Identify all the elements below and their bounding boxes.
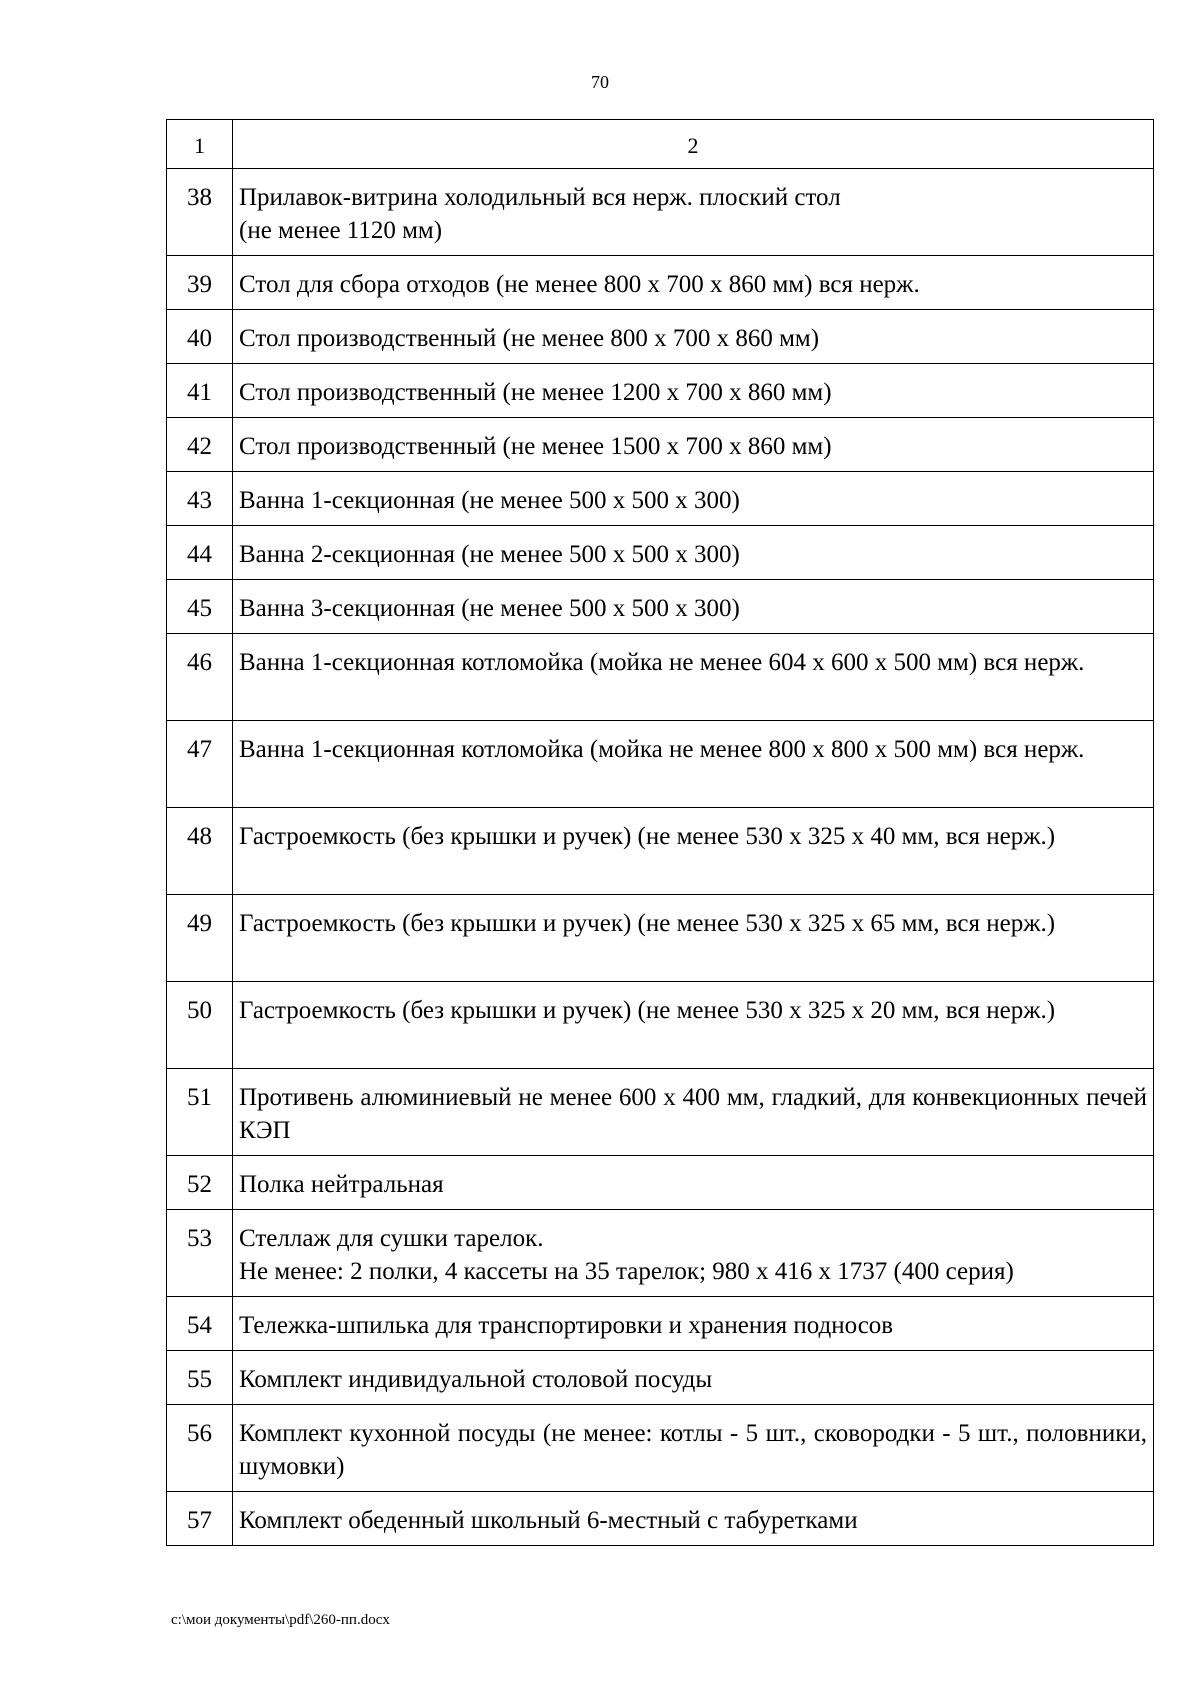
- row-description: [233, 808, 1154, 895]
- row-description-text: Гастроемкость (без крышки и ручек) (не менее 530 х 325 х 65 мм, вся нерж.): [239, 910, 1056, 937]
- row-number: 53: [167, 1210, 233, 1297]
- row-description: [233, 634, 1154, 721]
- equipment-table: [166, 119, 1154, 1546]
- row-number: 40: [167, 310, 233, 364]
- table-row: [167, 1069, 1154, 1156]
- row-description-text: Противень алюминиевый не менее 600 х 400 мм, гладкий, для конвекционных печей КЭП: [239, 1084, 1147, 1144]
- footer-file-path: c:\мои документы\pdf\260-пп.docx: [171, 1612, 390, 1628]
- table-row: [167, 256, 1154, 310]
- row-number: 47: [167, 721, 233, 808]
- table-header-row: [167, 120, 1154, 169]
- row-description: [233, 1156, 1154, 1210]
- row-description: [233, 1351, 1154, 1405]
- row-description-text: Ванна 1-секционная котломойка (мойка не менее 800 х 800 х 500 мм) вся нерж.: [239, 736, 1085, 763]
- row-number: 45: [167, 580, 233, 634]
- row-description: [233, 1492, 1154, 1546]
- row-number: 51: [167, 1069, 233, 1156]
- row-number: 48: [167, 808, 233, 895]
- row-description-text: Стол производственный (не менее 1200 х 700 х 860 мм): [239, 379, 832, 406]
- row-number: 57: [167, 1492, 233, 1546]
- row-description-text: Прилавок-витрина холодильный вся нерж. плоский стол (не менее 1120 мм): [239, 184, 841, 244]
- row-description: [233, 526, 1154, 580]
- row-number: 56: [167, 1405, 233, 1492]
- row-description-text: Ванна 1-секционная котломойка (мойка не менее 604 х 600 х 500 мм) вся нерж.: [239, 649, 1085, 676]
- header-col-number: 1: [167, 120, 233, 169]
- table-row: [167, 1297, 1154, 1351]
- row-number: 46: [167, 634, 233, 721]
- row-description-text: Полка нейтральная: [239, 1171, 444, 1198]
- row-description-text: Стол для сбора отходов (не менее 800 х 700 х 860 мм) вся нерж.: [239, 271, 920, 298]
- row-description: [233, 982, 1154, 1069]
- row-description-text: Гастроемкость (без крышки и ручек) (не менее 530 х 325 х 20 мм, вся нерж.): [239, 997, 1056, 1024]
- row-description: [233, 1405, 1154, 1492]
- row-number: 41: [167, 364, 233, 418]
- row-description: [233, 721, 1154, 808]
- row-description-text: Стол производственный (не менее 800 х 700 х 860 мм): [239, 325, 820, 352]
- table-row: [167, 1492, 1154, 1546]
- row-number: 44: [167, 526, 233, 580]
- row-description: [233, 1210, 1154, 1297]
- table-row: [167, 1351, 1154, 1405]
- equipment-table-body: [167, 120, 1154, 1546]
- table-row: [167, 472, 1154, 526]
- row-number: 49: [167, 895, 233, 982]
- table-row: [167, 1405, 1154, 1492]
- row-number: 39: [167, 256, 233, 310]
- row-description: [233, 256, 1154, 310]
- table-row: [167, 364, 1154, 418]
- row-description-text: Ванна 3-секционная (не менее 500 х 500 х 300): [239, 595, 740, 622]
- row-description: [233, 1069, 1154, 1156]
- table-row: [167, 310, 1154, 364]
- table-row: [167, 895, 1154, 982]
- row-description: [233, 169, 1154, 256]
- table-row: [167, 169, 1154, 256]
- table-row: [167, 1210, 1154, 1297]
- row-description-text: Комплект обеденный школьный 6-местный с табуретками: [239, 1507, 858, 1534]
- row-description: [233, 472, 1154, 526]
- page-number: 70: [591, 72, 609, 92]
- row-description-text: Гастроемкость (без крышки и ручек) (не менее 530 х 325 х 40 мм, вся нерж.): [239, 823, 1056, 850]
- row-number: 42: [167, 418, 233, 472]
- table-row: [167, 982, 1154, 1069]
- row-number: 38: [167, 169, 233, 256]
- row-description-text: Ванна 1-секционная (не менее 500 х 500 х 300): [239, 487, 740, 514]
- row-description-text: Стол производственный (не менее 1500 х 700 х 860 мм): [239, 433, 832, 460]
- row-description: [233, 418, 1154, 472]
- row-description-text: Комплект индивидуальной столовой посуды: [239, 1366, 713, 1393]
- row-number: 43: [167, 472, 233, 526]
- header-col-description: 2: [233, 120, 1154, 169]
- table-row: [167, 1156, 1154, 1210]
- row-number: 54: [167, 1297, 233, 1351]
- row-description: [233, 364, 1154, 418]
- row-description: [233, 1297, 1154, 1351]
- table-row: [167, 418, 1154, 472]
- row-number: 55: [167, 1351, 233, 1405]
- row-description: [233, 310, 1154, 364]
- table-row: [167, 634, 1154, 721]
- table-row: [167, 580, 1154, 634]
- row-description-text: Тележка-шпилька для транспортировки и хранения подносов: [239, 1312, 894, 1339]
- table-row: [167, 721, 1154, 808]
- table-row: [167, 808, 1154, 895]
- row-description: [233, 895, 1154, 982]
- row-number: 50: [167, 982, 233, 1069]
- row-description: [233, 580, 1154, 634]
- table-row: [167, 526, 1154, 580]
- row-description-text: Стеллаж для сушки тарелок. Не менее: 2 полки, 4 кассеты на 35 тарелок; 980 х 416 х 1737 (400 серия): [239, 1225, 1014, 1285]
- row-description-text: Ванна 2-секционная (не менее 500 х 500 х 300): [239, 541, 740, 568]
- row-number: 52: [167, 1156, 233, 1210]
- row-description-text: Комплект кухонной посуды (не менее: котлы - 5 шт., сковородки - 5 шт., половники, шумовки): [239, 1420, 1147, 1480]
